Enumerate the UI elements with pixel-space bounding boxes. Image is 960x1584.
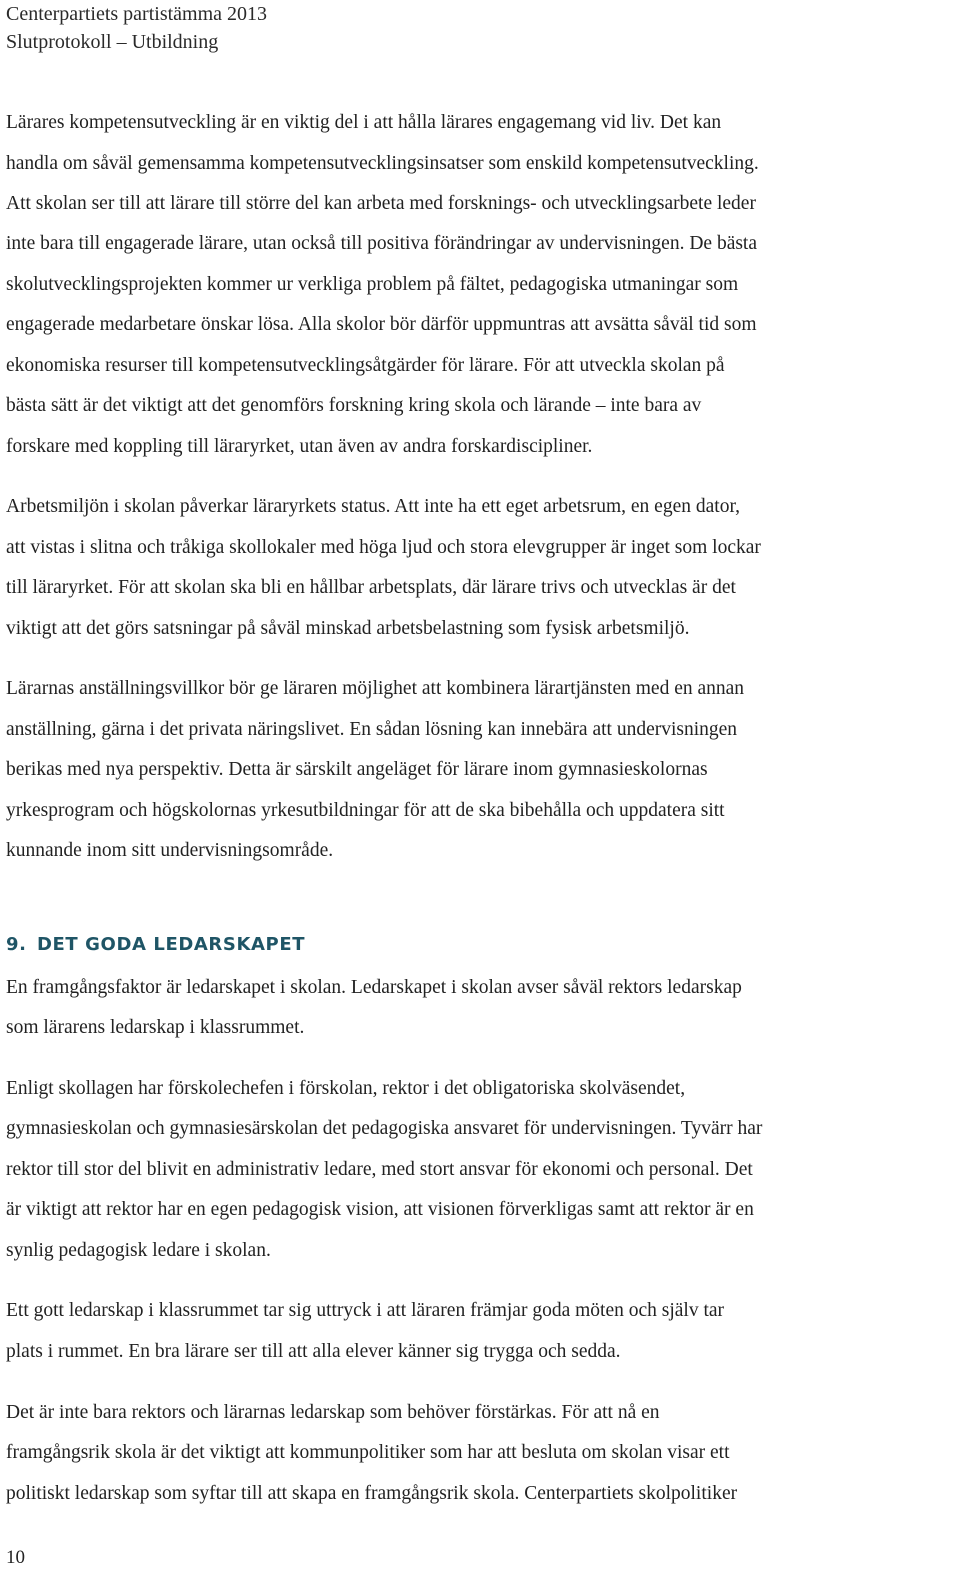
text-line: Ett gott ledarskap i klassrummet tar sig uttryck i att läraren främjar goda möten och själv tar [6, 1300, 725, 1321]
text-line: Det är inte bara rektors och lärarnas ledarskap som behöver förstärkas. För att nå en [6, 1402, 660, 1423]
text-line: bästa sätt är det viktigt att det genomförs forskning kring skola och lärande – inte bara av [6, 395, 702, 416]
text-line: Lärares kompetensutveckling är en viktig del i att hålla lärares engagemang vid liv. Det kan [6, 112, 722, 133]
text-line: skolutvecklingsprojekten kommer ur verkliga problem på fältet, pedagogiska utmaningar som [6, 274, 739, 295]
text-line: Arbetsmiljön i skolan påverkar läraryrkets status. Att inte ha ett eget arbetsrum, en egen dator, [6, 496, 741, 517]
section-title: DET GODA LEDARSKAPET [37, 934, 306, 955]
text-line: forskare med koppling till läraryrket, utan även av andra forskardiscipliner. [6, 436, 593, 457]
text-line: En framgångsfaktor är ledarskapet i skolan. Ledarskapet i skolan avser såväl rektors ledarskap [6, 977, 742, 998]
section-heading [6, 934, 305, 955]
header-title: Centerpartiets partistämma 2013 [6, 3, 268, 25]
text-line: politiskt ledarskap som syftar till att skapa en framgångsrik skola. Centerpartiets skolpolitiker [6, 1483, 738, 1504]
text-line: engagerade medarbetare önskar lösa. Alla skolor bör därför uppmuntras att avsätta såväl tid som [6, 314, 757, 335]
text-line: plats i rummet. En bra lärare ser till att alla elever känner sig trygga och sedda. [6, 1341, 621, 1362]
text-line: Lärarnas anställningsvillkor bör ge läraren möjlighet att kombinera lärartjänsten med en annan [6, 678, 745, 699]
page-header [6, 0, 267, 56]
text-line: inte bara till engagerade lärare, utan också till positiva förändringar av undervisningen. De bästa [6, 233, 758, 254]
header-subtitle: Slutprotokoll – Utbildning [6, 31, 219, 53]
text-line: framgångsrik skola är det viktigt att kommunpolitiker som har att besluta om skolan visar ett [6, 1442, 730, 1463]
text-line: anställning, gärna i det privata näringslivet. En sådan lösning kan innebära att undervisningen [6, 719, 738, 740]
text-line: synlig pedagogisk ledare i skolan. [6, 1240, 271, 1261]
text-line: berikas med nya perspektiv. Detta är särskilt angeläget för lärare inom gymnasieskolornas [6, 759, 708, 780]
text-line: handla om såväl gemensamma kompetensutvecklingsinsatser som enskild kompetensutveckling. [6, 153, 759, 174]
section-number: 9. [6, 934, 27, 955]
text-line: rektor till stor del blivit en administrativ ledare, med stort ansvar för ekonomi och personal. Det [6, 1159, 753, 1180]
text-line: som lärarens ledarskap i klassrummet. [6, 1017, 305, 1038]
text-line: att vistas i slitna och tråkiga skollokaler med höga ljud och stora elevgrupper är inget som lockar [6, 537, 761, 558]
text-line: gymnasieskolan och gymnasiesärskolan det pedagogiska ansvaret för undervisningen. Tyvärr har [6, 1118, 763, 1139]
text-line: kunnande inom sitt undervisningsområde. [6, 840, 334, 861]
text-line: viktigt att det görs satsningar på såväl minskad arbetsbelastning som fysisk arbetsmiljö. [6, 618, 690, 639]
text-line: Att skolan ser till att lärare till större del kan arbeta med forsknings- och utvecklingsarbete leder [6, 193, 756, 214]
text-line: Enligt skollagen har förskolechefen i förskolan, rektor i det obligatoriska skolväsendet, [6, 1078, 686, 1099]
text-line: ekonomiska resurser till kompetensutvecklingsåtgärder för lärare. För att utveckla skolan på [6, 355, 725, 376]
text-line: till läraryrket. För att skolan ska bli en hållbar arbetsplats, där lärare trivs och utvecklas är det [6, 577, 736, 598]
page-number: 10 [6, 1547, 25, 1568]
text-line: är viktigt att rektor har en egen pedagogisk vision, att visionen förverkligas samt att rektor är en [6, 1199, 754, 1220]
text-line: yrkesprogram och högskolornas yrkesutbildningar för att de ska bibehålla och uppdatera sitt [6, 800, 725, 821]
